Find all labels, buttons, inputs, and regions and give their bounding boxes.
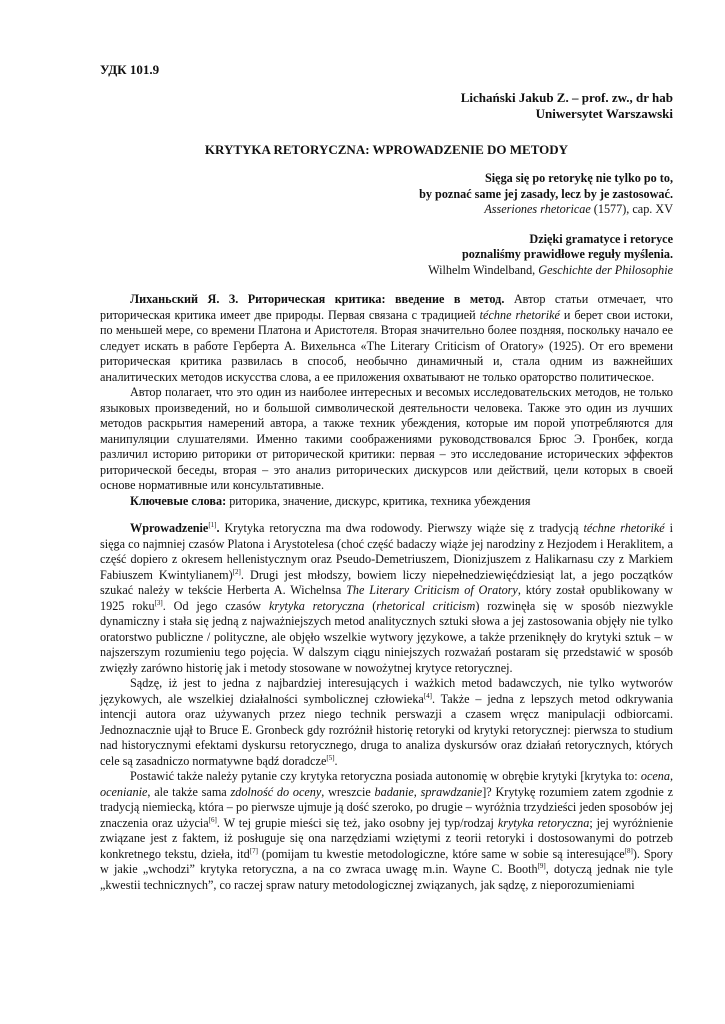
- epigraph-1-line-1: Sięga się po retorykę nie tylko po to,: [485, 171, 673, 185]
- footnote-ref-9[interactable]: [9]: [537, 861, 546, 870]
- epigraph-2-line-1: Dzięki gramatyce i retoryce: [529, 231, 673, 246]
- epigraph-2-source: [100, 263, 673, 279]
- body-3c: , wreszcie: [321, 784, 375, 799]
- body-1d: , który został opublikowany w 1925 roku: [100, 583, 673, 613]
- body-3f: ; jej wyróżnienie związane jest z faktem, iż posługuje się ona narzędziami wziętymi z teorii retoryki i dostosowanymi do potrzeb konkretnego tekstu, dzieła, itd: [100, 815, 673, 861]
- body-1a: Krytyka retoryczna ma dwa rodowody. Pierwszy wiąże się z tradycją: [219, 521, 584, 535]
- body-3-i4: krytyka retoryczna: [497, 815, 590, 830]
- body-2c: .: [334, 753, 338, 768]
- udk-code: УДК 101.9: [100, 62, 160, 77]
- body-3-i2: zdolność do oceny: [230, 784, 322, 799]
- body-paragraph-3: [100, 769, 673, 893]
- body-paragraph-2: [100, 676, 673, 769]
- body-3b: , ale także sama: [147, 784, 231, 799]
- abstract-lead: Лиханьский Я. З. Риторическая критика: введение в метод.: [130, 292, 505, 306]
- footnote-ref-5[interactable]: [5]: [326, 753, 335, 762]
- epigraph-2-line-2: poznaliśmy prawidłowe reguły myślenia.: [461, 247, 673, 261]
- document-page: [100, 62, 673, 893]
- epigraph-1-line-2: by poznać same jej zasady, lecz by je zastosować.: [419, 186, 673, 201]
- abstract-paragraph-2: Автор полагает, что это один из наиболее интересных и весомых исследовательских методов, не только языковых произведений, но и большой символической деятельности человека. Также это один из лучших методов раскрытия намерений автора, а также техник убеждения, которые им порой употребляются для манипуляции слушателями. Именно такими соображениями руководствовался Брюс Э. Гронбек, когда различил историю риторики от риторической критики: первая – это исследование исторических эффектов риторической беседы, вторая – это анализ риторических дискурсов или действий, цели которых в своей основе нормативные или консультативные.: [100, 385, 673, 492]
- footnote-ref-2[interactable]: [2]: [232, 567, 241, 576]
- body-1b: i sięga co najmniej czasów Platona i Arystotelesa (choć część badaczy wiąże jej narodziny z Hezjodem i Heraklitem, a część dopiero z okresem hellenistycznym oraz Pseudo-Demetriuszem, Dionizjuszem z Halikarnasu czy z Markiem Fabiuszem Kwintylianem): [100, 521, 673, 582]
- body-3h: ). Spory w jakie „wchodzi” krytyka retoryczna, a na co zwraca uwagę m.in. Wayne C. Booth: [100, 846, 673, 876]
- intro-dot: .: [216, 521, 220, 535]
- body-paragraph-1: [100, 521, 673, 676]
- body-1c: . Drugi jest młodszy, bowiem liczy niepełnedziewięćdziesiąt lat, a jego początków szukać należy w tekście Herberta A. Wichelnsa: [100, 567, 673, 597]
- keywords-label: Ключевые слова:: [130, 493, 227, 508]
- abstract-techne: téchne rhetoriké: [479, 307, 560, 322]
- epigraph-2-source-author: Wilhelm Windelband,: [428, 262, 539, 277]
- footnote-ref-8[interactable]: [8]: [624, 846, 633, 855]
- body-1-rc: rhetorical criticism: [376, 598, 476, 613]
- epigraph-2: [100, 232, 673, 279]
- author-name: Lichański Jakub Z. – prof. zw., dr hab: [460, 89, 673, 105]
- abstract-text-1a: Автор статьи отмечает, что риторическая критика имеет две природы. Первая связана с традицией: [100, 292, 673, 322]
- abstract-text-1b: и берет свои истоки, по меньшей мере, со времени Платона и Аристотеля. Вторая значительно более поздняя, поскольку начало ее следует искать в работе Герберта А. Вихельнса «The Literary Criticism of Oratory» (1925). От его времени риторическая критика развилась в способ, необычно динамичный и, стала одним из важнейших аналитических методов искусства слова, а ее приложения охватывают не только ораторство политическое.: [100, 307, 673, 384]
- body-1e: . Od jego czasów: [162, 598, 269, 613]
- author-institution: Uniwersytet Warszawski: [535, 105, 673, 121]
- keywords-list: риторика, значение, дискурс, критика, техника убеждения: [226, 493, 531, 508]
- body-1-book: The Literary Criticism of Oratory: [346, 583, 518, 597]
- body-1g: ) rozwinęła się w sposób niezwykle dynamiczny i stała się jedną z najważniejszych metod analitycznych sztuki słowa a jej zastosowania objęły nie tylko oratorstwo publiczne / polityczne, ale objęło wszelkie wytwory językowe, a także przeniknęły do krytyki sztuk – w najszerszym rozumieniu tego pojęcia. W dalszym ciągu niniejszych rozważań postaram się przedstawić w sposób zwięzły zarówno historię jak i metody stosowane w nowożytnej krytyce retorycznej.: [100, 598, 673, 675]
- epigraph-1: [100, 171, 673, 218]
- footnote-ref-3[interactable]: [3]: [154, 598, 163, 607]
- intro-label: Wprowadzenie: [130, 521, 209, 535]
- body-3g: (pomijam tu kwestie metodologiczne, które same w sobie są interesujące: [257, 846, 625, 861]
- body-1f: (: [364, 598, 377, 613]
- footnote-ref-7[interactable]: [7]: [249, 846, 258, 855]
- body-3-i3: badanie, sprawdzanie: [374, 784, 483, 799]
- body-2b: . Także – jedna z lepszych metod odkrywania intencji autora oraz używanych przez niego technik perswazji a czasem wręcz manipulacji odbiorcami. Jednoznacznie ujął to Bruce E. Gronbeck gdy rozróżnił historię retoryki od krytyki retorycznej: pierwsza to studium nad historycznymi efektami dyskursu retorycznego, druga to analiza dyskursów oraz działań retorycznych, których cele są zasadniczo normatywne bądź doradcze: [100, 691, 674, 768]
- footnote-ref-6[interactable]: [6]: [208, 815, 217, 824]
- body-3a: Postawić także należy pytanie czy krytyka retoryczna posiada autonomię w obrębie krytyki [krytyka to:: [130, 769, 641, 783]
- footnote-ref-4[interactable]: [4]: [423, 691, 433, 700]
- body-3-i1: ocena, ocenianie: [100, 769, 673, 799]
- article-title: KRYTYKA RETORYCZNA: WPROWADZENIE DO METODY: [204, 141, 569, 157]
- abstract-paragraph-1: [100, 292, 673, 385]
- body-3i: , dotyczą jednak nie tyle „kwestii technicznych”, co raczej spraw natury metodologicznej związanych, jak sądzę, z nieporozumieniami: [100, 862, 674, 892]
- body-3d: ]? Krytykę rozumiem zatem zgodnie z tradycją niemiecką, która – po pierwsze ujmuje ją dość szeroko, po drugie – wyróżnia trzydzieści jeden sposobów jej znaczenia oraz użycia: [100, 784, 673, 830]
- epigraph-1-source-detail: (1577), cap. XV: [590, 202, 673, 216]
- body-2a: Sądzę, iż jest to jedna z najbardziej interesujących i ważkich metod badawczych, nie tylko wytworów językowych, ale wszelkiej działalności symbolicznej człowieka: [100, 676, 673, 706]
- epigraph-2-source-title: Geschichte der Philosophie: [538, 262, 673, 277]
- body-3e: . W tej grupie mieści się też, jako osobny jej typ/rodzaj: [216, 815, 498, 830]
- body-1-kr: krytyka retoryczna: [268, 598, 365, 613]
- footnote-ref-1[interactable]: [1]: [208, 520, 217, 529]
- abstract-keywords: [100, 494, 673, 510]
- body-1-techne: téchne rhetoriké: [583, 521, 665, 535]
- epigraph-1-source-title: Asseriones rhetoricae: [484, 202, 591, 216]
- epigraph-1-source: [100, 202, 673, 218]
